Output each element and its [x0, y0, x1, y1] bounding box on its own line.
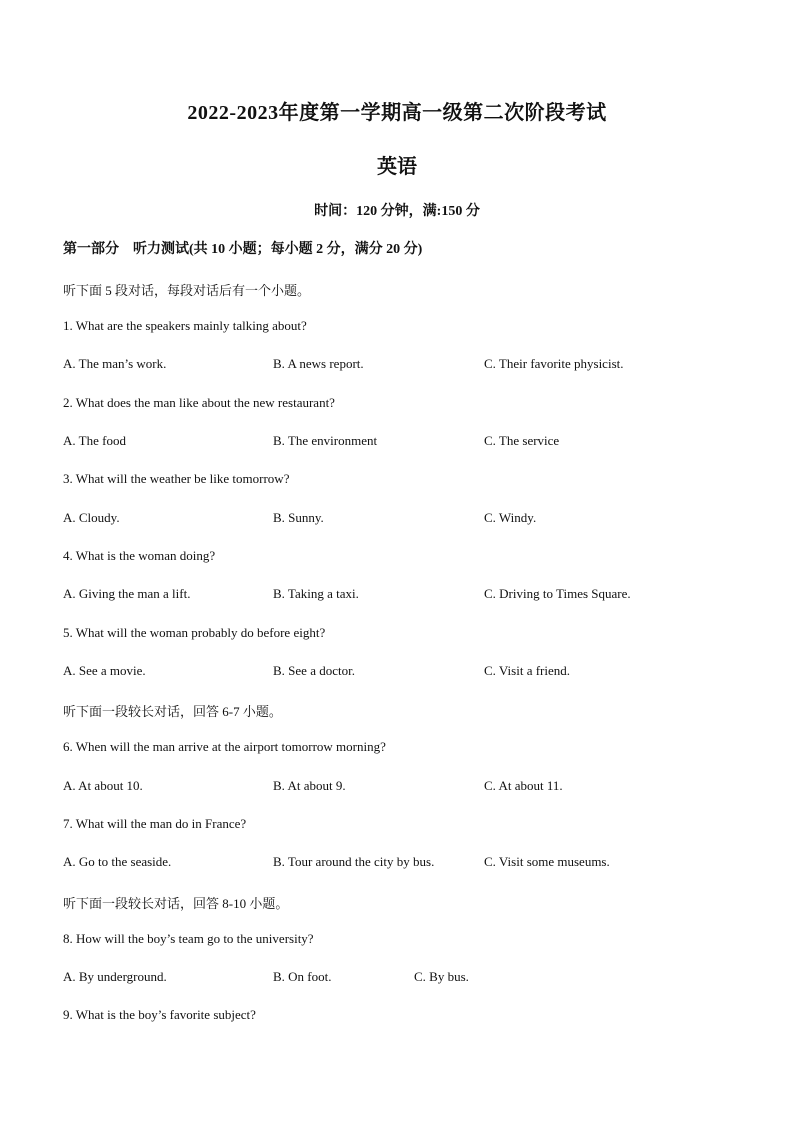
instruction-line: 听下面 5 段对话，每段对话后有一个小题。 [63, 283, 311, 298]
option-a: A. Cloudy. [63, 510, 120, 525]
option-b: B. At about 9. [273, 778, 346, 793]
instruction-line: 听下面一段较长对话，回答 8-10 小题。 [63, 896, 289, 911]
option-c: C. The service [484, 433, 560, 448]
option-a: A. At about 10. [63, 778, 143, 793]
question-text: 8. How will the boy’s team go to the university? [63, 931, 314, 946]
option-c: C. Driving to Times Square. [484, 586, 631, 601]
option-c: C. Their favorite physicist. [484, 356, 624, 371]
option-b: B. A news report. [273, 356, 364, 371]
section-title: 第一部分 听力测试(共 10 小题；每小题 2 分，满分 20 分) [63, 242, 423, 257]
question-text: 1. What are the speakers mainly talking about? [63, 318, 307, 333]
instruction-line: 听下面一段较长对话，回答 6-7 小题。 [63, 704, 282, 719]
option-b: B. Taking a taxi. [273, 586, 359, 601]
option-a: A. Giving the man a lift. [63, 586, 191, 601]
option-c: C. Windy. [484, 510, 537, 525]
question-text: 5. What will the woman probably do before eight? [63, 625, 326, 640]
option-c: C. Visit some museums. [484, 854, 610, 869]
question-text: 9. What is the boy’s favorite subject? [63, 1007, 256, 1022]
question-text: 6. When will the man arrive at the airport tomorrow morning? [63, 739, 386, 754]
question-text: 4. What is the woman doing? [63, 548, 216, 563]
option-a: A. By underground. [63, 969, 167, 984]
exam-meta: 时间：120 分钟，满:150 分 [314, 204, 480, 219]
option-b: B. The environment [273, 433, 378, 448]
option-b: B. See a doctor. [273, 663, 355, 678]
question-text: 2. What does the man like about the new restaurant? [63, 395, 335, 410]
option-b: B. Tour around the city by bus. [273, 854, 435, 869]
question-text: 7. What will the man do in France? [63, 816, 247, 831]
option-a: A. The man’s work. [63, 356, 167, 371]
option-a: A. The food [63, 433, 126, 448]
exam-title: 2022-2023年度第一学期高一级第二次阶段考试 [187, 102, 607, 124]
option-b: B. Sunny. [273, 510, 324, 525]
option-c: C. At about 11. [484, 778, 563, 793]
question-text: 3. What will the weather be like tomorrow? [63, 471, 290, 486]
option-b: B. On foot. [273, 969, 332, 984]
option-c: C. By bus. [414, 969, 469, 984]
option-a: A. See a movie. [63, 663, 146, 678]
option-a: A. Go to the seaside. [63, 854, 172, 869]
option-c: C. Visit a friend. [484, 663, 570, 678]
exam-subject: 英语 [377, 156, 417, 178]
